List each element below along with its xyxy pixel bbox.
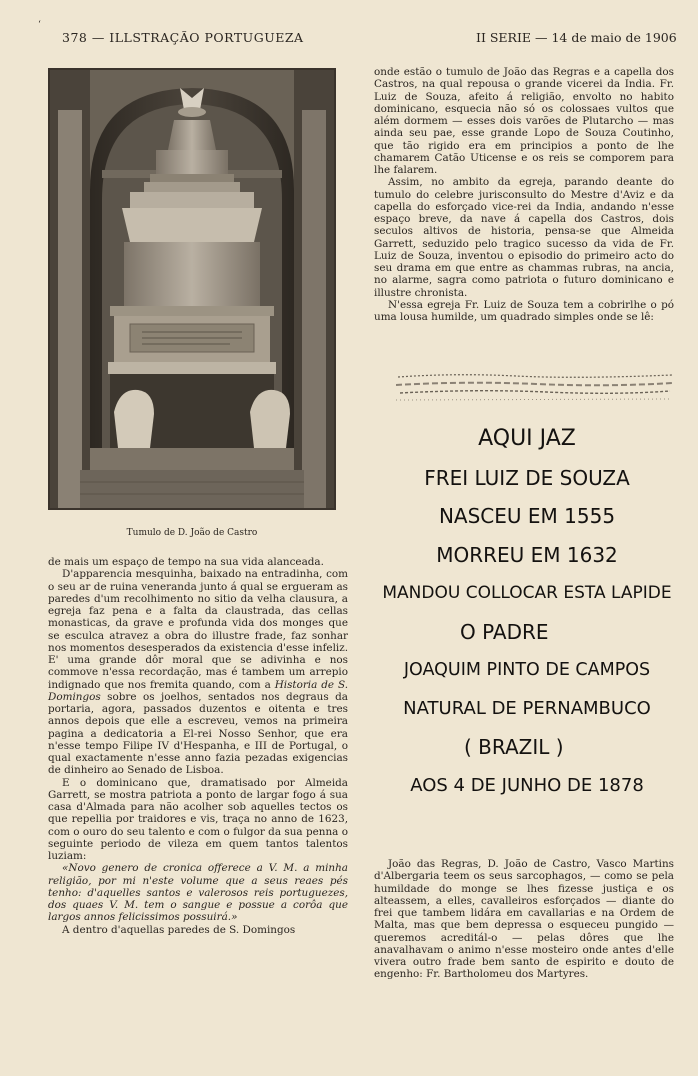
epitaph-line: MANDOU COLLOCAR ESTA LAPIDE: [382, 583, 672, 603]
figure-caption: Tumulo de D. João de Castro: [126, 528, 258, 538]
epitaph-line: AQUI JAZ: [478, 426, 576, 451]
page-header: [0, 30, 698, 50]
stone-slab-edge: [396, 371, 672, 403]
tomb-illustration: [50, 70, 334, 508]
epitaph-line: MORREU EM 1632: [436, 542, 618, 567]
paragraph: A dentro d'aquellas paredes de S. Domingos: [62, 923, 296, 936]
paragraph: João das Regras, D. João de Castro, Vasco Martins d'Albergaria teem os seus sarcophagos, — como se pela humildade do monge se lhes fizesse justiça e os alteassem, a elles, cavalleiros esforçados — diante do frei que tambem lidára em cavallarias e na Ordem de Malta, mas que bem depressa o esqueceu pungido — queremos acreditál-o — pelas dôres que lhe anavalhavam o animo n'esse mosteiro onde antes d'elle vivera outro frade bem santo de espirito e douto de engenho: Fr. Bartholomeu dos Martyres.: [374, 858, 674, 981]
corner-mark: ʻ: [38, 20, 41, 30]
paragraph: Assim, no ambito da egreja, parando deante do tumulo do celebre jurisconsulto do Mestre d'Aviz e da capella do esforçado vice-rei da India, andando n'esse espaço breve, da nave á capella dos Castros, dois seculos altivos de historia, pensa-se que Almeida Garrett, seduzido pelo tragico sucesso da vida de Fr. Luiz de Souza, inventou o episodio do primeiro acto do seu drama em que entre as chammas rubras, na ancia, no alarme, sagra como patriota o futuro dominicano e illustre chronista.: [374, 176, 674, 299]
left-column: [48, 556, 348, 936]
issue-date: II SERIE — 14 de maio de 1906: [476, 30, 677, 45]
paragraph: [48, 568, 348, 776]
block-quote: «Novo genero de cronica offerece a V. M. a minha religião, por mi n'este volume que a seus reaes pés tenho: d'aquelles santos e valerosos reis portuguezes, dos quaes V. M. tem o sangue e possue a corôa que largos annos felicissimos possuirá.»: [48, 862, 348, 924]
paragraph: onde estão o tumulo de João das Regras e a capella dos Castros, na qual repousa o grande vicerei da India. Fr. Luiz de Souza, afeito á religião, envolto no habito dominicano, esquecia não só os colossaes vultos que além dormem — esses dois varões de Plutarcho — mas ainda seu pae, esse grande Lopo de Souza Coutinho, que tão rigido era em principios a ponto de lhe chamarem Catão Uticense e os reis se comporem para lhe falarem.: [374, 66, 674, 176]
right-column-bottom: [374, 858, 674, 981]
paragraph-text: D'apparencia mesquinha, baixado na entradinha, com o seu ar de ruina veneranda junto á qual se ergueram as paredes d'um recolhimento no sitio da velha clausura, a egreja faz pena e a falta da claustrada, das cellas monasticas, da grave e profunda vida dos monges que se esculca atravez a obra do illustre frade, faz sonhar nos momentos desesperados da existencia d'esse infeliz. E' uma grande dôr moral que se adivinha e nos commove n'essa recordação, mas é tambem um arrepio indignado que nos fremita quando, com a: [48, 568, 348, 691]
book-title: Historia de S. Domingos: [48, 678, 348, 703]
paragraph: N'essa egreja Fr. Luiz de Souza tem a cobrirlhe o pó uma lousa humilde, um quadrado simples onde se lê:: [374, 298, 674, 323]
paragraph-text: sobre os joelhos, sentados nos degraus da portaria, agora, passados duzentos e oitenta e tres annos depois que elle a escreveu, vemos na primeira pagina a dedicatoria a El-rei Nosso Senhor, que era n'esse tempo Filipe IV d'Hespanha, e III de Portugal, o qual exactamente n'esse anno fazia pezadas exigencias de dinheiro ao Senado de Lisboa.: [48, 690, 348, 777]
epitaph-line: FREI LUIZ DE SOUZA: [424, 465, 630, 490]
paragraph: de mais um espaço de tempo na sua vida alanceada.: [48, 556, 324, 568]
epitaph-line: JOAQUIM PINTO DE CAMPOS: [403, 660, 651, 680]
epitaph-line: AOS 4 DE JUNHO DE 1878: [410, 774, 644, 796]
epitaph-line: O PADRE: [460, 619, 549, 644]
epitaph-inscription: [374, 420, 680, 805]
epitaph-line: ( BRAZIL ): [464, 735, 564, 759]
tomb-photograph: [48, 68, 336, 510]
paragraph: E o dominicano que, dramatisado por Almeida Garrett, se mostra patriota a ponto de largar fogo á sua casa d'Almada para não acolher sob aquelles tectos os que repellia por traidores e vis, traça no anno de 1623, com o ouro do seu talento e com o fulgor da sua penna o seguinte periodo de vileza em quem tantos talentos luziam:: [48, 776, 348, 862]
right-column-top: [374, 66, 674, 323]
epitaph-line: NATURAL DE PERNAMBUCO: [403, 697, 651, 719]
epitaph-line: NASCEU EM 1555: [438, 504, 616, 528]
page-number-title: 378 — ILLSTRAÇÃO PORTUGUEZA: [62, 30, 304, 45]
